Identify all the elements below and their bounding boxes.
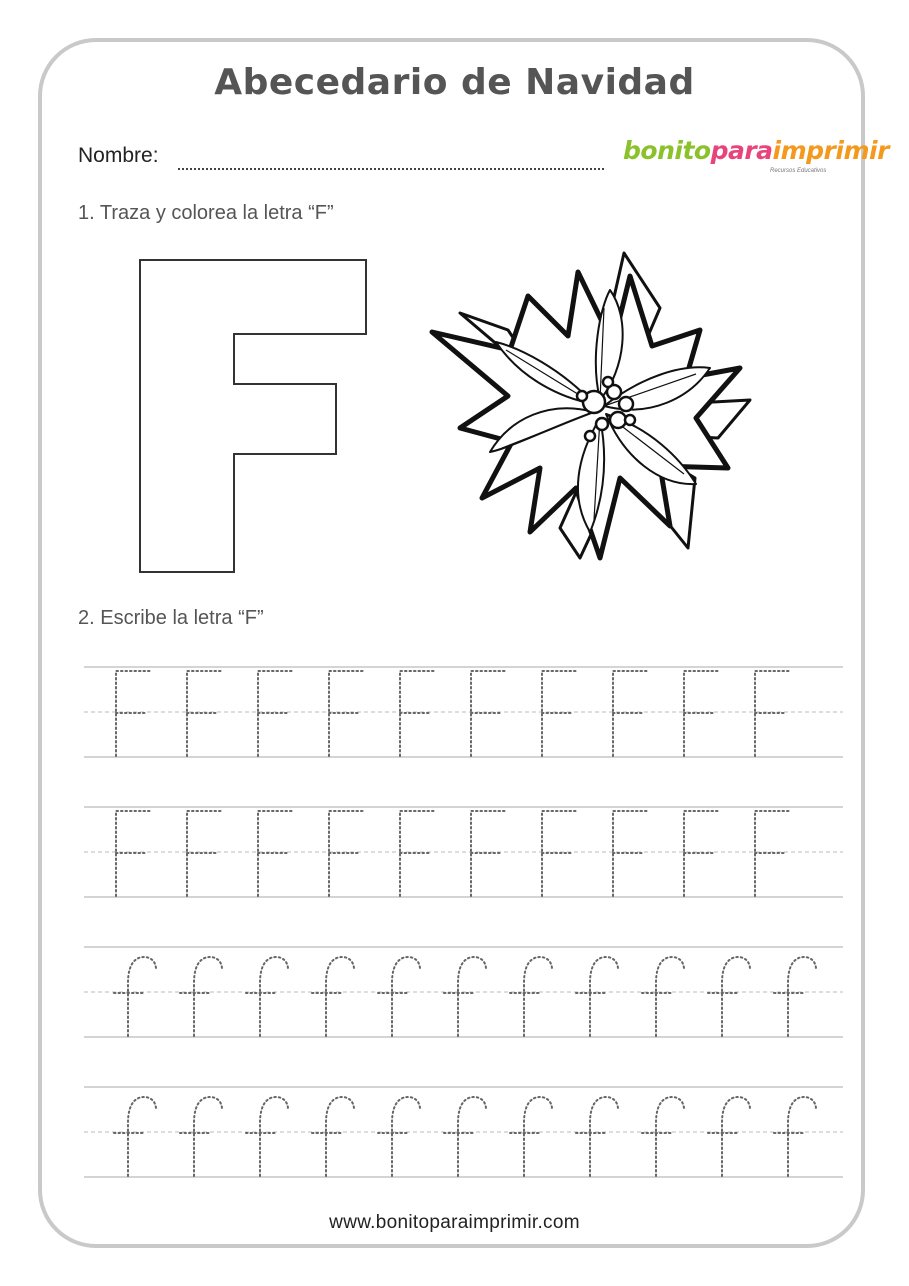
trace-letter[interactable] [378, 957, 420, 1036]
trace-letter[interactable] [400, 671, 436, 756]
trace-letter[interactable] [329, 811, 365, 896]
trace-letter[interactable] [471, 811, 507, 896]
practice-row[interactable] [84, 667, 843, 757]
trace-letter[interactable] [642, 1097, 684, 1176]
trace-letter[interactable] [258, 671, 294, 756]
brand-part-2: para [710, 136, 773, 165]
practice-row[interactable] [84, 1087, 843, 1177]
instruction-write: 2. Escribe la letra “F” [78, 607, 264, 629]
trace-letter[interactable] [114, 1097, 156, 1176]
page-title: Abecedario de Navidad [214, 62, 695, 103]
trace-letter[interactable] [180, 1097, 222, 1176]
trace-letter[interactable] [576, 957, 618, 1036]
trace-letter[interactable] [116, 671, 152, 756]
trace-letter[interactable] [400, 811, 436, 896]
practice-row[interactable] [84, 807, 843, 897]
trace-letter[interactable] [312, 1097, 354, 1176]
trace-letter[interactable] [187, 811, 223, 896]
trace-letter[interactable] [684, 671, 720, 756]
trace-letter[interactable] [542, 811, 578, 896]
trace-letter[interactable] [471, 671, 507, 756]
trace-letter[interactable] [613, 811, 649, 896]
trace-letter[interactable] [708, 1097, 750, 1176]
trace-letter[interactable] [187, 671, 223, 756]
trace-letter[interactable] [378, 1097, 420, 1176]
brand-part-3: imprimir [772, 136, 889, 165]
trace-letter[interactable] [774, 957, 816, 1036]
trace-letter[interactable] [444, 957, 486, 1036]
trace-letter[interactable] [642, 957, 684, 1036]
trace-letter[interactable] [312, 957, 354, 1036]
trace-letter[interactable] [444, 1097, 486, 1176]
instruction-trace: 1. Traza y colorea la letra “F” [78, 202, 334, 224]
trace-letter[interactable] [116, 811, 152, 896]
trace-letter[interactable] [613, 671, 649, 756]
trace-letter[interactable] [774, 1097, 816, 1176]
trace-letter[interactable] [755, 811, 791, 896]
trace-letter[interactable] [114, 957, 156, 1036]
trace-letter[interactable] [755, 671, 791, 756]
name-label: Nombre: [78, 144, 159, 167]
trace-letter[interactable] [258, 811, 294, 896]
practice-row[interactable] [84, 947, 843, 1037]
trace-letter[interactable] [576, 1097, 618, 1176]
brand-part-1: bonito [623, 136, 711, 165]
trace-letter[interactable] [180, 957, 222, 1036]
trace-letter[interactable] [684, 811, 720, 896]
footer-url: www.bonitoparaimprimir.com [329, 1212, 580, 1233]
trace-letter[interactable] [510, 957, 552, 1036]
trace-letter[interactable] [708, 957, 750, 1036]
trace-letter[interactable] [510, 1097, 552, 1176]
trace-letter[interactable] [542, 671, 578, 756]
trace-letter[interactable] [246, 957, 288, 1036]
trace-letter[interactable] [329, 671, 365, 756]
brand-subtitle: Recursos Educativos [770, 168, 827, 174]
trace-letter[interactable] [246, 1097, 288, 1176]
